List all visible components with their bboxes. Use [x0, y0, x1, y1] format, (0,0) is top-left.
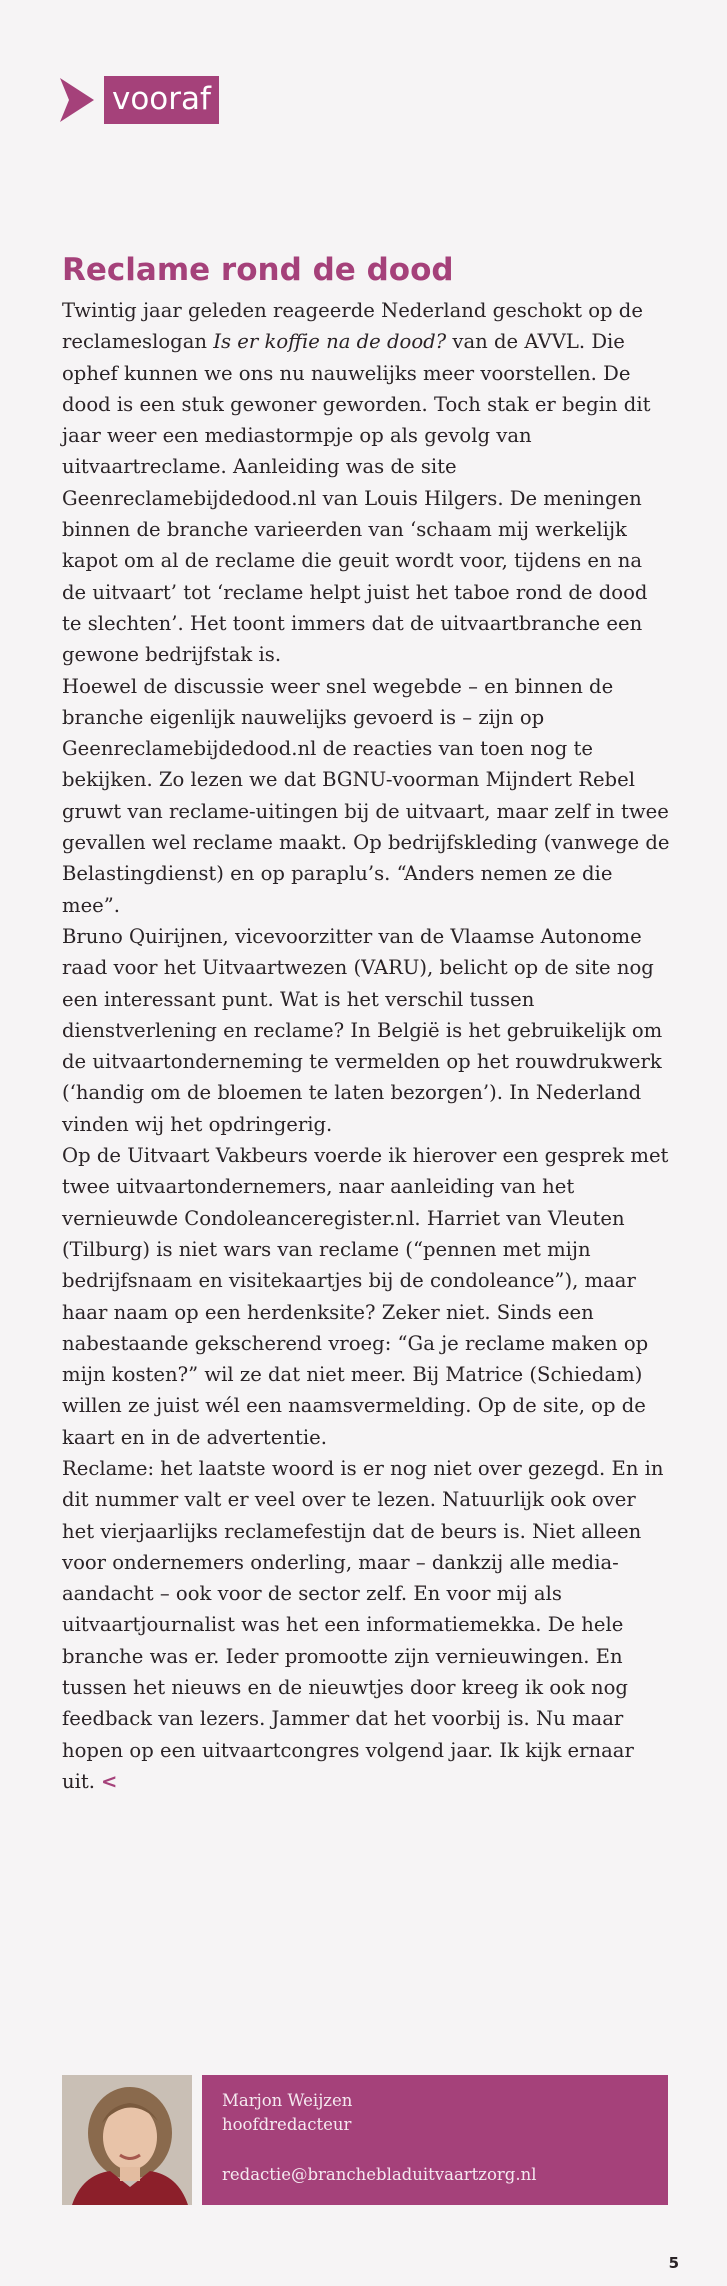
article-paragraph: Bruno Quirijnen, vicevoorzitter van de Vlaamse Autonome raad voor het Uitvaartwezen (VARU), belicht op de site nog een interessant punt. Wat is het verschil tussen dienstverlening en reclame? In België is het gebruikelijk om de uitvaartonderneming te vermelden op het rouwdrukwerk (‘handig om de bloemen te laten bezorgen’). In Nederland vinden wij het opdringerig.: [62, 924, 663, 1136]
article-paragraph: Hoewel de discussie weer snel wegebde – en binnen de branche eigenlijk nauwelijks gevoerd is – zijn op Geenreclamebijdedood.nl de reacties van toen nog te bekijken. Zo lezen we dat BGNU-voorman Mijndert Rebel gruwt van reclame-uitingen bij de uitvaart, maar zelf in twee gevallen wel reclame maakt. Op bedrijfskleding (vanwege de Belastingdienst) en op paraplu’s. “Anders nemen ze die mee”.: [62, 674, 670, 917]
article-paragraph: Op de Uitvaart Vakbeurs voerde ik hierover een gesprek met twee uitvaartondernemers, naar aanleiding van het vernieuwde Condoleanceregister.nl. Harriet van Vleuten (Tilburg) is niet wars van reclame (“pennen met mijn bedrijfsnaam en visitekaartjes bij de condoleance”), maar haar naam op een herdenksite? Zeker niet. Sinds een nabestaande gekscherend vroeg: “Ga je reclame maken op mijn kosten?” wil ze dat niet meer. Bij Matrice (Schiedam) willen ze juist wél een naamsvermelding. Op de site, op de kaart en in de advertentie.: [62, 1144, 669, 1449]
slogan-italic: Is er koffie na de dood?: [213, 330, 447, 354]
author-block: [62, 2075, 668, 2205]
end-mark-icon: <: [101, 1769, 118, 1793]
article-paragraph: Reclame: het laatste woord is er nog niet over gezegd. En in dit nummer valt er veel over te lezen. Natuurlijk ook over het vierjaarlijks reclamefestijn dat de beurs is. Niet alleen voor ondernemers onderling, maar – dankzij alle media-aandacht – ook voor de sector zelf. En voor mij als uitvaartjournalist was het een informatiemekka. De hele branche was er. Ieder promootte zijn vernieuwingen. En tussen het nieuws en de nieuwtjes door kreeg ik ook nog feedback van lezers. Jammer dat het voorbij is. Nu maar hopen op een uitvaartcongres volgend jaar. Ik kijk ernaar uit. <: [62, 1456, 664, 1793]
article-title: Reclame rond de dood: [62, 252, 454, 288]
section-tag: [60, 74, 219, 126]
author-photo: [62, 2075, 192, 2205]
author-card: [202, 2075, 668, 2205]
author-name: Marjon Weijzen: [222, 2091, 353, 2110]
author-role: hoofdredacteur: [222, 2115, 352, 2134]
article-body: [62, 295, 672, 1797]
chevron-right-icon: [60, 76, 94, 124]
portrait-image: [62, 2075, 192, 2205]
page-number: 5: [668, 2254, 679, 2272]
section-label: vooraf: [104, 76, 219, 124]
author-email: redactie@branchebladuitvaartzorg.nl: [222, 2165, 537, 2184]
article-paragraph: Twintig jaar geleden reageerde Nederland geschokt op de reclameslogan Is er koffie na de dood? van de AVVL. Die ophef kunnen we ons nu nauwelijks meer voorstellen. De dood is een stuk gewoner geworden. Toch stak er begin dit jaar weer een mediastormpje op als gevolg van uitvaartreclame. Aanleiding was de site Geenreclamebijdedood.nl van Louis Hilgers. De meningen binnen de branche varieerden van ‘schaam mij werkelijk kapot om al de reclame die geuit wordt voor, tijdens en na de uitvaart’ tot ‘reclame helpt juist het taboe rond de dood te slechten’. Het toont immers dat de uitvaartbranche een gewone bedrijfstak is.: [62, 299, 651, 667]
